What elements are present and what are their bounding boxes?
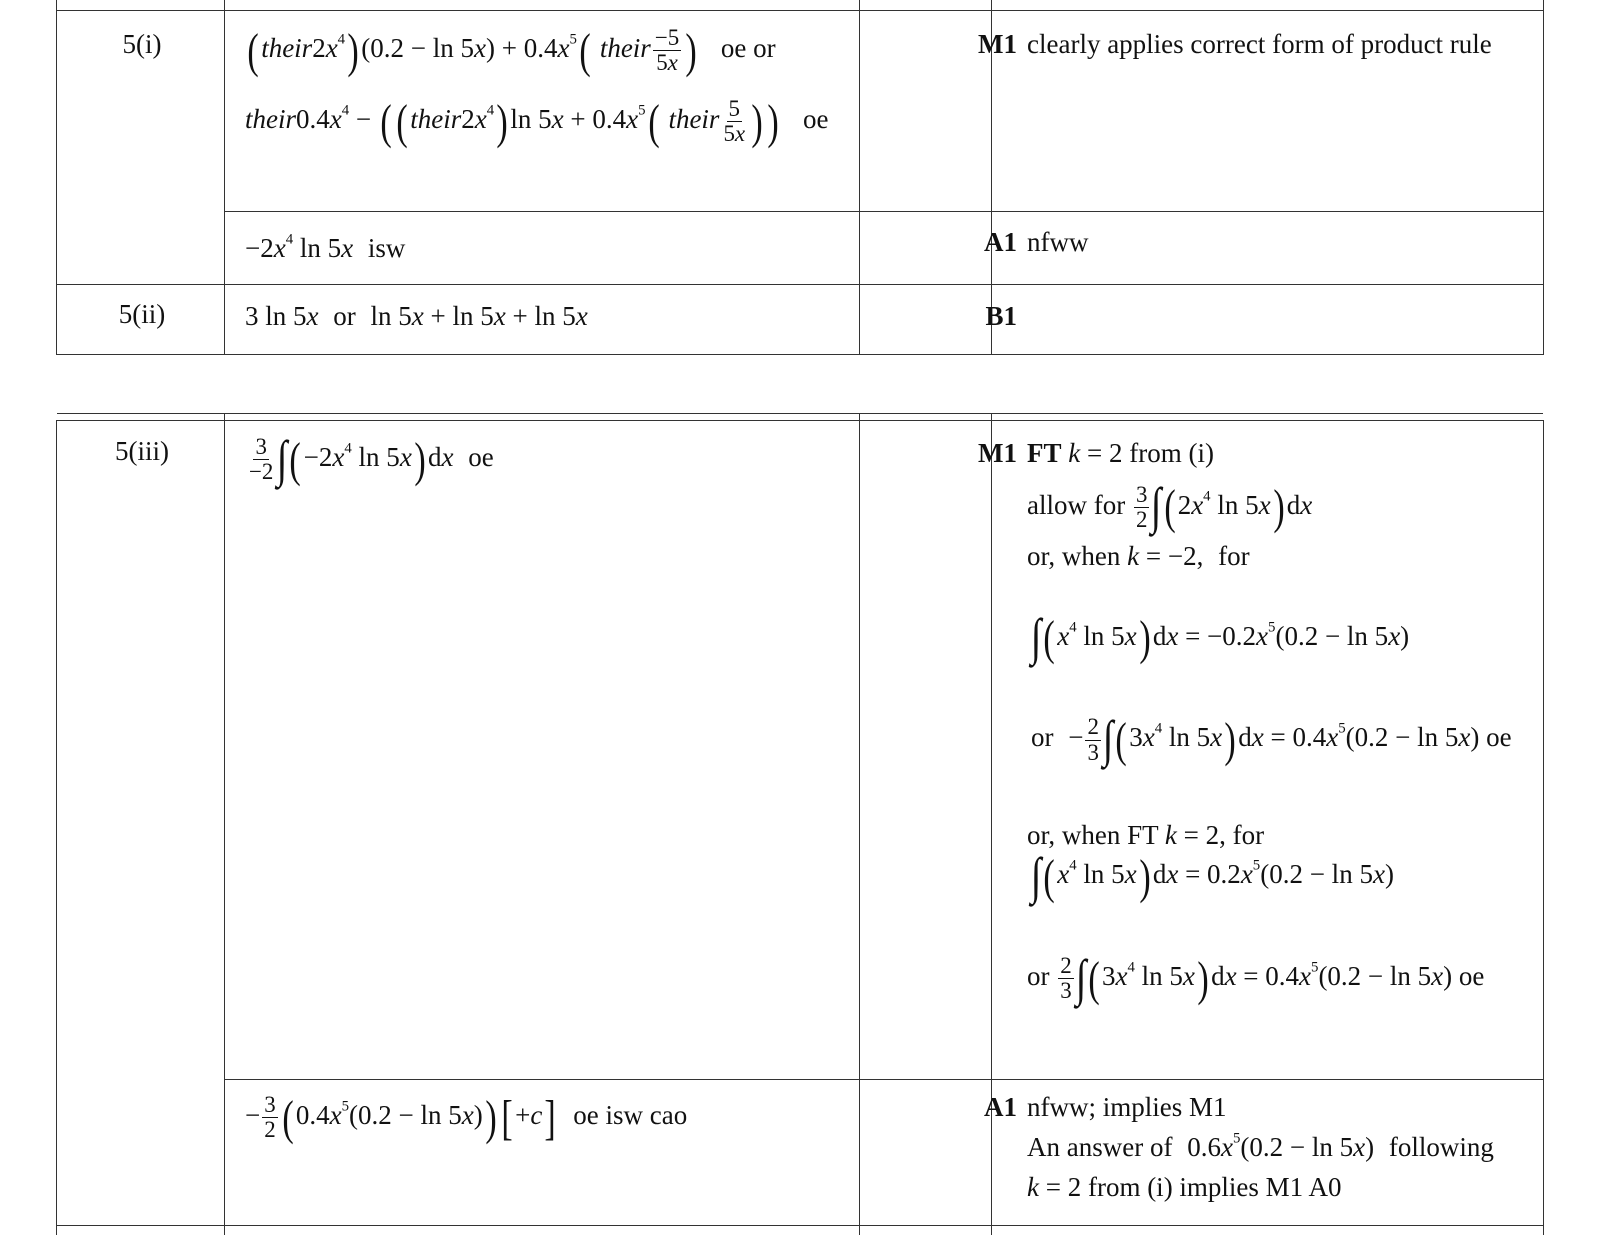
row-divider [57,10,1543,11]
question-number: 5(iii) [115,436,169,466]
guidance-line: $\int(x^4$ $\ln 5x)dx = 0.2x^5(0.2 - \ln 5x)$ [1030,848,1394,906]
guidance-cell [1027,437,1537,1007]
answer-cell: $-2x^4$ ln 5x isw [245,231,406,263]
mark-code: B1 [985,301,1017,331]
question-number: 5(ii) [118,299,166,329]
guidance-line: An answer of $0.6x^5(0.2 - \ln 5x)$ following [1027,1130,1494,1162]
guidance-line: or $\frac{2}{3}$ $\int(3x^4$ $\ln 5x)dx = 0.4x^5(0.2 - \ln 5x)$ oe [1027,949,1485,1007]
mark-code: M1 [978,438,1017,468]
row-divider [57,1225,1543,1226]
row-divider [57,284,1543,285]
guidance-line: k = 2 from (i) implies M1 A0 [1027,1171,1342,1202]
guidance-text: nfww [1027,227,1089,257]
answer-cell [245,23,885,149]
row-divider [224,211,1543,212]
mark-scheme-table-bottom [56,420,1544,1235]
guidance-line: or, when FT k = 2, for [1027,819,1265,850]
guidance-line: $\int(x^4$ $\ln 5x)dx = -0.2x^5(0.2 - \ln 5x)$ [1030,609,1410,667]
answer-cell: 3 ln 5x or ln 5x + ln 5x + ln 5x [245,301,588,331]
guidance-line: FT k = 2 from (i) [1027,438,1214,468]
answer-cell: $\frac{3}{-2}$ $\int(-2x^4$ ln 5x)dx oe [249,430,494,488]
guidance-line: nfww; implies M1 [1027,1092,1227,1122]
row-divider [57,413,1543,414]
answer-line-1: $(their2x^4)(0.2 - \ln 5x) + 0.4x^5$( their $\frac{-5}{5x}$ ) oe or [247,23,776,78]
guidance-cell [1027,1091,1537,1204]
answer-line-2: $their0.4x^4$ − ($(their2x^4)\ln$ $5x + 0.4x^5$( their $\frac{5}{5x}$ )) oe [245,94,829,149]
mark-code: A1 [984,227,1017,257]
guidance-line: or, when k = −2, for [1027,540,1250,571]
guidance-line: or − $\frac{2}{3}$ $\int(3x^4$ $\ln 5x)dx = 0.4x^5(0.2 - \ln 5x)$ oe [1031,711,1512,769]
mark-code: A1 [984,1092,1017,1122]
mark-scheme-table-top [56,0,1544,355]
answer-cell: − $\frac{3}{2}$ $(0.4x^5(0.2 - \ln 5x))[+c]$ oe isw cao [245,1090,688,1145]
guidance-line: allow for $\frac{3}{2}$ $\int(2x^4$ ln 5x)dx [1027,478,1313,536]
question-number: 5(i) [122,29,162,59]
column-divider [224,413,225,1235]
guidance-text: clearly applies correct form of product rule [1027,29,1492,59]
mark-code: M1 [978,29,1017,59]
row-divider [224,1079,1543,1080]
